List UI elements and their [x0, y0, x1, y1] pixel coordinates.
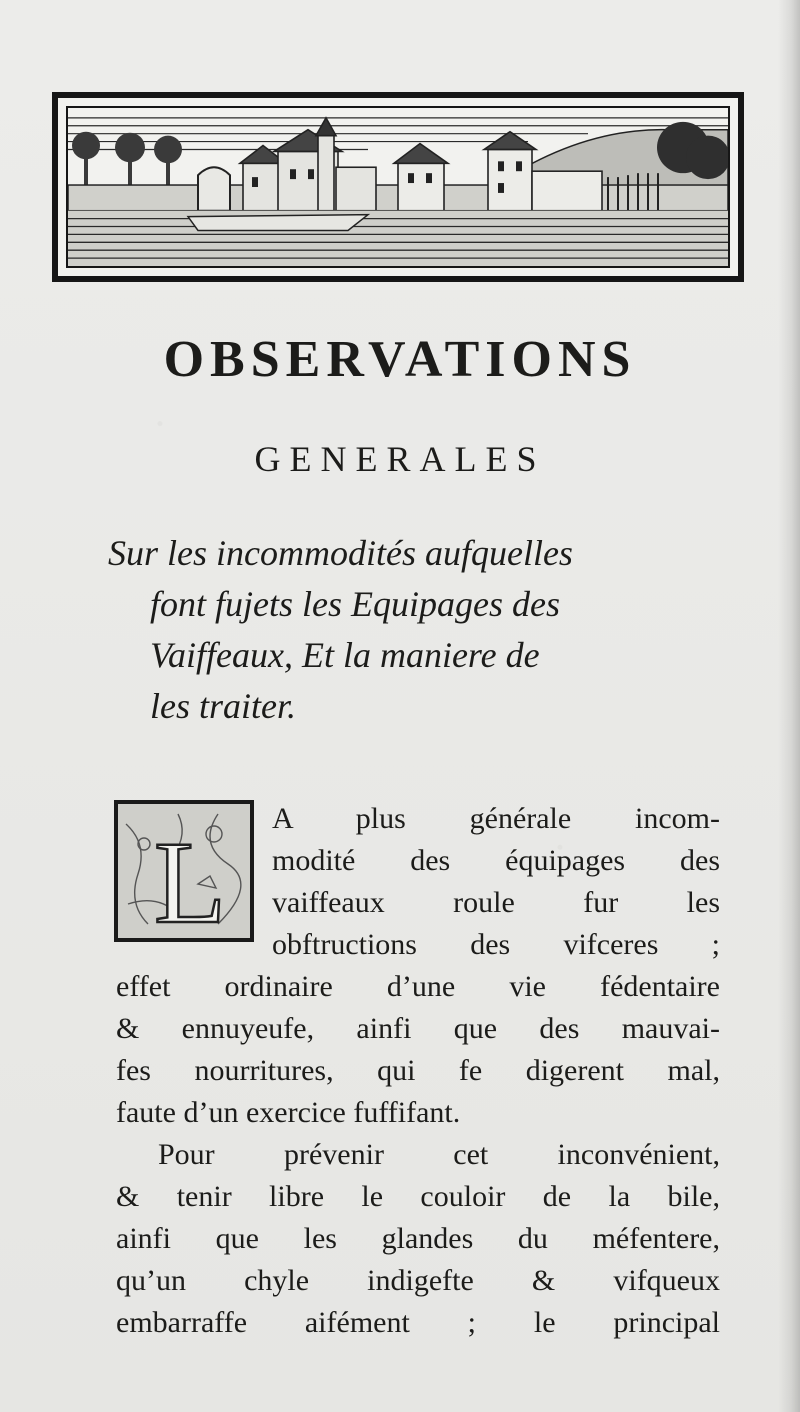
page-gutter-shadow [778, 0, 800, 1412]
text-line: & tenir libre le couloir de la bile, [116, 1180, 720, 1213]
title-generales: GENERALES [254, 439, 546, 479]
text-line: Pour prévenir cet inconvénient, [158, 1138, 720, 1171]
drop-cap-letter: L [154, 817, 227, 938]
chapter-subtitle [108, 528, 728, 732]
text-line: qu’un chyle indigefte & vifqueux [116, 1264, 720, 1297]
engraved-headpiece [52, 92, 744, 282]
text-line: ainfi que les glandes du méfentere, [116, 1222, 720, 1255]
text-line: vaiffeaux roule fur les [272, 886, 720, 919]
subtitle-line: les traiter. [150, 686, 297, 726]
body-text [116, 798, 720, 1344]
text-line: A plus générale incom- [272, 802, 720, 835]
text-line: embarraffe aifément ; le principal [116, 1306, 720, 1339]
text-line: obftructions des vifceres ; [272, 928, 720, 961]
text-line: & ennuyeufe, ainfi que des mauvai- [116, 1012, 720, 1045]
subtitle-line: Sur les incommodités aufquelles [108, 533, 573, 573]
subtitle-line: Vaiffeaux, Et la maniere de [150, 635, 540, 675]
text-line: fes nourritures, qui fe digerent mal, [116, 1054, 720, 1087]
subtitle-line: font fujets les Equipages des [150, 584, 560, 624]
text-line: effet ordinaire d’une vie fédentaire [116, 970, 720, 1003]
text-line: modité des équipages des [272, 844, 720, 877]
title-observations: OBSERVATIONS [163, 331, 637, 388]
headpiece-engraving [66, 106, 730, 268]
text-line: faute d’un exercice fuffifant. [116, 1096, 461, 1129]
village-landscape-icon [68, 108, 728, 266]
